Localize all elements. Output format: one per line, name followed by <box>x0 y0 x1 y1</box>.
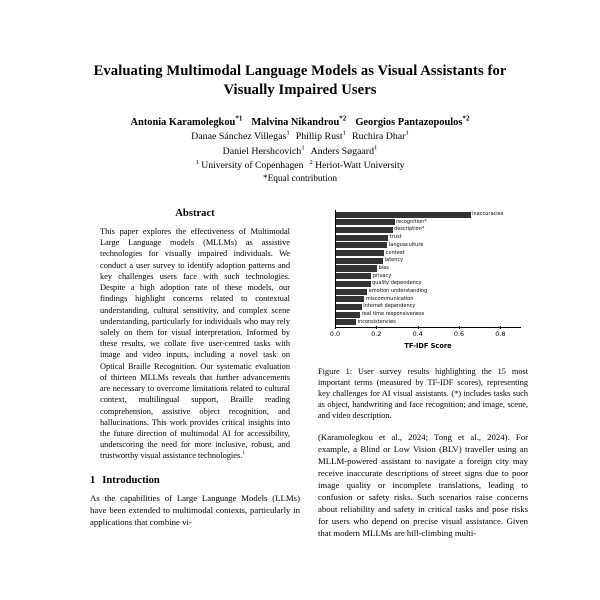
paragraph: As the capabilities of Large Language Models (LLMs) have been extended to multimodal contexts, particularly in applications that combine vi- <box>90 492 300 527</box>
chart-x-tick: 0.0 <box>330 330 340 338</box>
chart-bar-row <box>336 212 521 218</box>
chart-bar-label: inconsistencies <box>357 318 396 325</box>
chart-x-tick: 0.2 <box>371 330 381 338</box>
chart-bar-row <box>336 235 521 241</box>
chart-bar-label: trust <box>389 234 402 241</box>
author-name: Phillip Rust <box>295 131 343 143</box>
chart-bar-row <box>336 242 521 248</box>
affiliation-name: University of Copenhagen <box>201 160 304 172</box>
chart-bar <box>336 265 377 271</box>
author-row-primary <box>72 116 528 131</box>
section-title: Introduction <box>102 474 160 486</box>
chart-bar-label: languaculture <box>388 241 424 248</box>
chart-bar-row <box>336 281 521 287</box>
chart-bar-label: inaccuracies <box>472 211 504 218</box>
abstract-heading: Abstract <box>175 208 215 219</box>
title-block <box>0 0 600 187</box>
left-column <box>90 198 300 544</box>
author-mark: *2 <box>339 114 347 123</box>
author-mark: 1 <box>286 129 290 137</box>
chart-bars <box>336 210 521 327</box>
author-name: Danae Sánchez Villegas <box>191 131 287 143</box>
author-mark: *2 <box>462 114 470 123</box>
chart-bar <box>336 281 371 287</box>
chart-x-tick-mark <box>376 326 377 329</box>
chart-bar <box>336 242 387 248</box>
chart-bar-row <box>336 312 521 318</box>
chart-x-tick: 0.8 <box>495 330 505 338</box>
chart-bar-row <box>336 219 521 225</box>
chart-bar-label: miscommunication <box>365 295 414 302</box>
chart-bar-row <box>336 273 521 279</box>
author-mark: 1 <box>301 144 305 152</box>
chart-bar <box>336 219 395 225</box>
author-row-tertiary <box>72 145 528 159</box>
chart-x-tick-mark <box>500 326 501 329</box>
chart-bar-row <box>336 258 521 264</box>
tfidf-bar-chart <box>318 206 523 358</box>
chart-bar <box>336 235 388 241</box>
abstract-text: This paper explores the effectiveness of Multimodal Large Language models (MLLMs) as assistive technologies for visually impaired individuals. We conduct a user survey to identify adoption patterns and key challenges users face with such technologies. Despite a high adoption rate of these models, our findings highlight concerns related to contextual understanding, cultural sensitivity, and complex scene understanding, particularly for individuals who may rely solely on them for visual interpretation. Informed by these results, we collate five user-centred tasks with image and video inputs, including a novel task on Optical Braille Recognition. Our systematic evaluation of thirteen MLLMs reveals that further advancements are necessary to overcome limitations related to cultural context, multilingual support, Braille reading comprehension, assistive object recognition, and hallucinations. This work provides critical insights into the future direction of multimodal AI for accessibility, underscoring the need for more inclusive, robust, and trustworthy visual assistance technologies. <box>100 227 290 461</box>
author-mark: *1 <box>235 114 243 123</box>
author-name: Georgios Pantazopoulos <box>355 116 463 128</box>
chart-plot-area <box>335 210 521 328</box>
paragraph: (Karamolegkou et al., 2024; Tong et al., 2024). For example, a Blind or Low Vision (BLV) traveller using an MLLM-powered assistant to navigate a foreign city may receive inaccurate descriptions of street signs due to poor image quality or incomplete translations, leading to confusion or safety risks. Such scenarios raise concerns about reliability and safety in critical tasks and pose risks for users who depend on precise visual assistance. Given that modern MLLMs are hill-climbing multi- <box>318 431 528 539</box>
author-name: Ruchira Dhar <box>352 131 406 143</box>
figure-caption-label: Figure 1: <box>318 367 353 376</box>
chart-bar-label: bias <box>378 264 389 271</box>
author-mark: 1 <box>342 129 346 137</box>
chart-x-axis-ticks <box>329 330 521 340</box>
introduction-body <box>90 492 300 528</box>
page-title: Evaluating Multimodal Language Models as Visual Assistants for Visually Impaired Users <box>93 63 507 99</box>
chart-bar <box>336 304 362 310</box>
chart-bar <box>336 212 471 218</box>
chart-bar <box>336 319 356 325</box>
chart-bar-label: real time responsiveness <box>361 311 425 318</box>
chart-bar <box>336 289 367 295</box>
author-name: Anders Søgaard <box>310 145 375 157</box>
chart-bar-row <box>336 250 521 256</box>
author-name: Antonia Karamolegkou <box>130 116 236 128</box>
chart-bar <box>336 227 393 233</box>
chart-bar-label: latency <box>384 257 404 264</box>
chart-bar-row <box>336 304 521 310</box>
chart-bar-label: quality dependency <box>372 280 422 287</box>
figure-caption <box>318 366 528 422</box>
affiliation-mark: 1 <box>195 158 199 166</box>
right-column <box>318 198 528 544</box>
author-row-secondary <box>72 130 528 144</box>
chart-x-tick: 0.4 <box>413 330 423 338</box>
chart-bar-row <box>336 296 521 302</box>
chart-bar-label: recognition* <box>396 218 427 225</box>
equal-contribution-note: *Equal contribution <box>262 174 338 185</box>
author-mark: 1 <box>405 129 409 137</box>
affiliation-name: Heriot-Watt University <box>315 160 405 172</box>
chart-bar-label: privacy <box>372 272 392 279</box>
author-name: Daniel Hershcovich <box>222 145 302 157</box>
chart-bar-row <box>336 265 521 271</box>
chart-bar-row <box>336 319 521 325</box>
chart-bar <box>336 258 383 264</box>
chart-bar-row <box>336 227 521 233</box>
author-mark: 1 <box>374 144 378 152</box>
figure-caption-text: User survey results highlighting the 15 most important terms (measured by TF-IDF scores), representing key challenges for AI visual assistants. (*) includes tasks such as object, handwriting and face recognition; and image, scene, and video description. <box>318 367 528 421</box>
chart-x-tick-mark <box>418 326 419 329</box>
chart-x-axis-label: TF-IDF Score <box>404 342 452 350</box>
chart-bar-row <box>336 289 521 295</box>
chart-bar-label: context <box>385 249 405 256</box>
chart-x-tick-mark <box>459 326 460 329</box>
footnote-marker: 1 <box>242 450 246 457</box>
author-name: Malvina Nikandrou <box>251 116 340 128</box>
chart-bar <box>336 273 371 279</box>
chart-x-tick-mark <box>335 326 336 329</box>
chart-bar-label: internet dependency <box>363 303 416 310</box>
right-column-body <box>318 431 528 540</box>
abstract-body <box>90 226 300 462</box>
chart-bar-label: emotion understanding <box>368 288 428 295</box>
chart-x-tick: 0.6 <box>454 330 464 338</box>
affiliation-mark: 2 <box>309 158 313 166</box>
body-columns <box>0 198 600 544</box>
figure-1 <box>318 206 528 422</box>
chart-bar <box>336 312 360 318</box>
affiliation-row <box>72 159 528 173</box>
chart-bar <box>336 296 364 302</box>
section-number: 1 <box>90 474 96 486</box>
chart-bar <box>336 250 384 256</box>
chart-bar-label: description* <box>394 226 425 233</box>
section-heading-introduction <box>90 475 300 486</box>
author-block <box>72 116 528 187</box>
